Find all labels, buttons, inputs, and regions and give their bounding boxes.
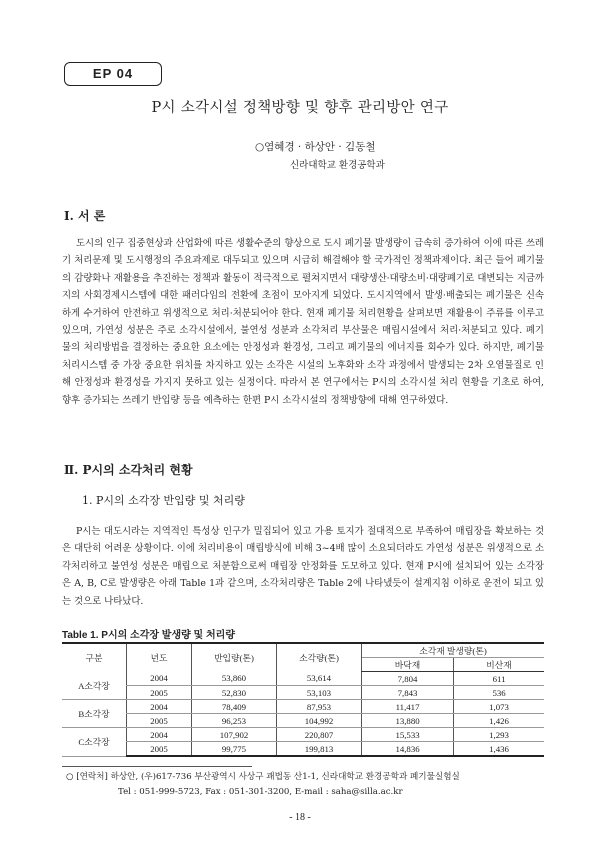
cell-intake: 107,902 [192,728,277,742]
section-1-heading: Ⅰ. 서 론 [64,209,106,223]
cell-intake: 96,253 [192,714,277,728]
cell-bottom-ash: 13,880 [362,714,454,728]
header-incinerated: 소각량(톤) [277,643,362,672]
cell-incinerated: 53,103 [277,686,362,700]
header-fly-ash: 비산재 [454,658,544,672]
cell-bottom-ash: 7,843 [362,686,454,700]
table-row [62,672,544,686]
cell-year: 2004 [127,728,192,742]
cell-year: 2004 [127,672,192,686]
row-group-label: C소각장 [62,728,127,757]
table-row [62,686,544,700]
section-1-paragraph: 도시의 인구 집중현상과 산업화에 따른 생활수준의 향상으로 도시 폐기물 발생량이 급속히 증가하여 이에 따른 쓰레기 처리문제 및 도시행정의 주요과제로 대두되고 있으며 시급히 해결해야 할 국가적인 정책과제이다. 최근 들어 폐기물의 감량화나 재활용을 추진하는 정책과 활동이 적극적으로 펼쳐지면서 대량생산·대량소비·대량폐기로 대변되는 지금까지의 사회경제시스템에 대한 패러다임의 전환에 초점이 모아지게 되었다. 도시지역에서 발생·배출되는 폐기물은 신속하게 수거하여 안전하고 위생적으로 처리·처분되어야 한다. 현재 폐기물 처리현황을 살펴보면 재활용이 주류를 이루고 있으며, 가연성 성분은 주로 소각시설에서, 불연성 성분과 소각처리 부산물은 매립시설에서 처리·처분되고 있다. 폐기물의 처리방법을 결정하는 중요한 요소에는 안정성과 환경성, 그리고 폐기물의 에너지를 회수가 있다. 하지만, 폐기물 처리시스템 중 가장 중요한 위치를 차지하고 있는 소각은 시설의 노후화와 소각 과정에서 발생되는 2차 오염물질로 인해 안정성과 환경성을 가지지 못하고 있는 실정이다. 따라서 본 연구에서는 P시의 소각시설 처리 현황을 기초로 하여, 향후 증가되는 쓰레기 반입량 등을 예측하는 한편 P시 소각시설의 정책방향에 대해 연구하였다. [62,238,544,406]
section-2-paragraph: P시는 대도시라는 지역적인 특성상 인구가 밀집되어 있고 가용 토지가 절대적으로 부족하여 매립장을 확보하는 것은 대단히 어려운 상황이다. 이에 처리비용이 매립방식에 비해 3~4배 많이 소요되더라도 가연성 성분은 위생적으로 소각처리하고 불연성 성분은 매립으로 처분함으로써 매립장 안정화를 도모하고 있다. 현재 P시에 설치되어 있는 소각장은 A, B, C로 발생량은 아래 Table 1과 같으며, 소각처리량은 Table 2에 나타냈듯이 설계지침 이하로 운전이 되고 있는 것으로 나타났다. [62,526,544,607]
affiliation: 신라대학교 환경공학과 [290,160,385,171]
cell-fly-ash: 1,426 [454,714,544,728]
footnote-divider [62,766,252,767]
authors: ○염혜경 · 하상안 · 김동철 [255,141,376,153]
table-row [62,742,544,757]
header-ash: 소각재 발생량(톤) [362,643,545,658]
page-number: - 18 - [289,812,311,823]
row-group-label: A소각장 [62,672,127,700]
cell-fly-ash: 536 [454,686,544,700]
cell-bottom-ash: 11,417 [362,700,454,714]
header-intake: 반입량(톤) [192,643,277,672]
table-row [62,700,544,714]
cell-incinerated: 199,813 [277,742,362,757]
cell-intake: 99,775 [192,742,277,757]
section-2-heading: Ⅱ. P시의 소각처리 현황 [64,463,193,477]
cell-intake: 78,409 [192,700,277,714]
header-bottom-ash: 바닥재 [362,658,454,672]
cell-bottom-ash: 14,836 [362,742,454,757]
row-group-label: B소각장 [62,700,127,728]
cell-bottom-ash: 15,533 [362,728,454,742]
paper-title: P시 소각시설 정책방향 및 향후 관리방안 연구 [151,100,449,116]
cell-year: 2005 [127,742,192,757]
cell-year: 2005 [127,714,192,728]
table-header-row [62,643,544,658]
footnote-phone-line: Tel : 051-999-5723, Fax : 051-301-3200, E-mail : saha@silla.ac.kr [118,787,403,797]
cell-fly-ash: 611 [454,672,544,686]
data-table [62,642,544,757]
footnote [66,770,460,800]
section-2-1-subheading: 1. P시의 소각장 반입량 및 처리량 [82,494,245,507]
table-caption: Table 1. P시의 소각장 발생량 및 처리량 [62,630,235,641]
table-row [62,714,544,728]
cell-fly-ash: 1,436 [454,742,544,757]
cell-fly-ash: 1,073 [454,700,544,714]
cell-intake: 52,830 [192,686,277,700]
cell-fly-ash: 1,293 [454,728,544,742]
footnote-contact-line: ○ [연락처] 하상안, (우)617-736 부산광역시 사상구 괘법동 산1-1, 신라대학교 환경공학과 폐기물실험실 [66,772,460,782]
table-row [62,728,544,742]
cell-intake: 53,860 [192,672,277,686]
ep-code-badge: EP 04 [64,62,162,86]
cell-year: 2005 [127,686,192,700]
header-category: 구분 [62,643,127,672]
cell-incinerated: 87,953 [277,700,362,714]
cell-year: 2004 [127,700,192,714]
cell-incinerated: 104,992 [277,714,362,728]
cell-incinerated: 53,614 [277,672,362,686]
cell-incinerated: 220,807 [277,728,362,742]
header-year: 년도 [127,643,192,672]
cell-bottom-ash: 7,804 [362,672,454,686]
